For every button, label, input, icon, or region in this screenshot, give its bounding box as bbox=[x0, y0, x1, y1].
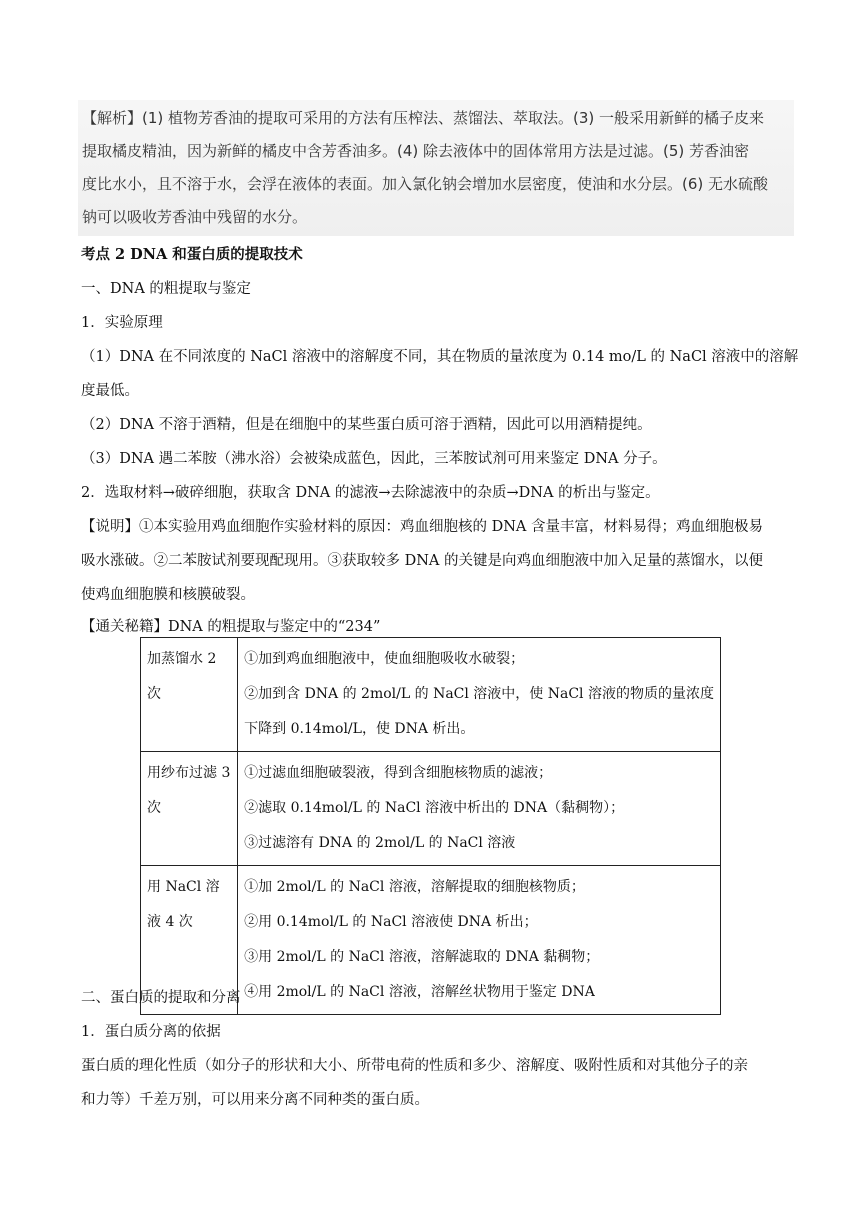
scan-line: 提取橘皮精油，因为新鲜的橘皮中含芳香油多。(4) 除去液体中的固体常用方法是过滤。(5) 芳香油密 bbox=[82, 142, 750, 160]
scanned-answer-block bbox=[78, 100, 794, 236]
principle-line: （1）DNA 在不同浓度的 NaCl 溶液中的溶解度不同，其在物质的量浓度为 0.14 mo/L 的 NaCl 溶液中的溶解 bbox=[81, 349, 799, 365]
principle-line: （2）DNA 不溶于酒精，但是在细胞中的某些蛋白质可溶于酒精，因此可以用酒精提纯。 bbox=[81, 417, 652, 433]
table-item: ②用 0.14mol/L 的 NaCl 溶液使 DNA 析出； bbox=[244, 914, 538, 930]
section-title-protein: 二、蛋白质的提取和分离 bbox=[81, 990, 241, 1006]
principle-title: 1．实验原理 bbox=[81, 315, 163, 331]
secret-title: 【通关秘籍】DNA 的粗提取与鉴定中的“234” bbox=[81, 619, 381, 635]
basis-line: 和力等）千差万别，可以用来分离不同种类的蛋白质。 bbox=[81, 1092, 429, 1108]
note-line: 吸水涨破。②二苯胺试剂要现配现用。③获取较多 DNA 的关键是向鸡血细胞液中加入足量的蒸馏水，以便 bbox=[81, 553, 763, 569]
table-item: ③用 2mol/L 的 NaCl 溶液，溶解滤取的 DNA 黏稠物； bbox=[244, 949, 600, 965]
row-head-text: 加蒸馏水 2 次 bbox=[147, 651, 217, 702]
procedure-line: 2．选取材料→破碎细胞，获取含 DNA 的滤液→去除滤液中的杂质→DNA 的析出与鉴定。 bbox=[81, 485, 660, 501]
section-title-dna: 一、DNA 的粗提取与鉴定 bbox=[81, 281, 251, 297]
basis-line: 蛋白质的理化性质（如分子的形状和大小、所带电荷的性质和多少、溶解度、吸附性质和对其他分子的亲 bbox=[81, 1058, 748, 1074]
table-item: ④用 2mol/L 的 NaCl 溶液，溶解丝状物用于鉴定 DNA bbox=[244, 984, 595, 1000]
table-row-body bbox=[238, 866, 721, 1015]
principle-line: （3）DNA 遇二苯胺（沸水浴）会被染成蓝色，因此，三苯胺试剂可用来鉴定 DNA 分子。 bbox=[81, 451, 667, 467]
table-item: 下降到 0.14mol/L，使 DNA 析出。 bbox=[244, 721, 475, 737]
table-item: ①加到鸡血细胞液中，使血细胞吸收水破裂； bbox=[244, 651, 525, 667]
table-item: ①过滤血细胞破裂液，得到含细胞核物质的滤液； bbox=[244, 765, 553, 781]
table-item: ②加到含 DNA 的 2mol/L 的 NaCl 溶液中，使 NaCl 溶液的物质的量浓度 bbox=[244, 686, 714, 702]
note-line: 使鸡血细胞膜和核膜破裂。 bbox=[81, 587, 255, 603]
scan-line: 度比水小，且不溶于水，会浮在液体的表面。加入氯化钠会增加水层密度，使油和水分层。(6) 无水硫酸 bbox=[82, 175, 769, 193]
note-line: 【说明】①本实验用鸡血细胞作实验材料的原因：鸡血细胞核的 DNA 含量丰富，材料易得；鸡血细胞极易 bbox=[81, 519, 763, 535]
table-item: ①加 2mol/L 的 NaCl 溶液，溶解提取的细胞核物质； bbox=[244, 879, 585, 895]
table-row-head bbox=[141, 638, 238, 752]
table-item: ②滤取 0.14mol/L 的 NaCl 溶液中析出的 DNA（黏稠物）； bbox=[244, 800, 625, 816]
row-head-text: 用 NaCl 溶液 4 次 bbox=[147, 879, 220, 930]
scan-line: 【解析】(1) 植物芳香油的提取可采用的方法有压榨法、蒸馏法、萃取法。(3) 一般采用新鲜的橘子皮来 bbox=[82, 109, 765, 127]
table-row-head bbox=[141, 752, 238, 866]
table-row-body bbox=[238, 752, 721, 866]
principle-line: 度最低。 bbox=[81, 383, 139, 399]
basis-title: 1．蛋白质分离的依据 bbox=[81, 1024, 221, 1040]
row-head-text: 用纱布过滤 3 次 bbox=[147, 765, 231, 816]
table-row-body bbox=[238, 638, 721, 752]
table-row bbox=[141, 752, 721, 866]
table-row bbox=[141, 638, 721, 752]
scan-line: 钠可以吸收芳香油中残留的水分。 bbox=[82, 208, 308, 226]
section-heading-kaodian: 考点 2 DNA 和蛋白质的提取技术 bbox=[81, 246, 303, 263]
secret-table bbox=[140, 637, 721, 1015]
table-item: ③过滤溶有 DNA 的 2mol/L 的 NaCl 溶液 bbox=[244, 835, 516, 851]
